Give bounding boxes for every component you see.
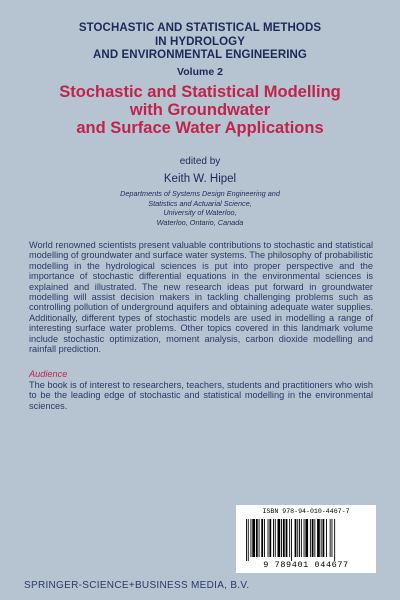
editor-affiliation (0, 189, 400, 227)
barcode-bar (256, 519, 258, 557)
barcode-bar (264, 519, 265, 557)
barcode-panel (236, 505, 376, 573)
barcode-bar (275, 519, 276, 557)
ean-number: 9 789401 044677 (263, 560, 349, 570)
affiliation-line: Waterloo, Ontario, Canada (156, 217, 244, 227)
barcode-bar (295, 519, 297, 557)
isbn-label: ISBN 978-94-010-4467-7 (262, 508, 350, 515)
affiliation-line: Statistics and Actuarial Science, (148, 198, 252, 208)
barcode-bar (289, 519, 290, 557)
barcode-bar (281, 519, 282, 557)
series-title-line: IN HYDROLOGY (154, 35, 245, 48)
editor-name: Keith W. Hipel (163, 173, 237, 185)
barcode-bar (317, 519, 320, 557)
affiliation-line: Departments of Systems Design Engineering and (120, 189, 280, 198)
barcode-bar (268, 519, 269, 557)
volume-number: Volume 2 (177, 66, 223, 78)
barcode-bar (310, 519, 311, 557)
barcode-bar (321, 519, 322, 557)
barcode-bar (261, 519, 263, 557)
barcode-bar (246, 519, 247, 561)
barcode-bar (291, 519, 292, 561)
book-title-line: with Groundwater (129, 101, 271, 119)
barcode-bar (278, 519, 281, 557)
book-title (0, 83, 400, 137)
barcode-bar (299, 519, 300, 557)
barcode-bar (269, 519, 271, 557)
book-title-line: and Surface Water Applications (76, 119, 324, 137)
barcode-bar (283, 519, 285, 557)
affiliation-line: University of Waterloo, (163, 208, 237, 217)
barcode-bar (304, 519, 305, 557)
barcode-bar (301, 519, 302, 557)
description-paragraph: World renowned scientists present valuable contributions to stochastic and statistical modelling of groundwater and surface water systems. The philosophy of probabilistic modelling in the hydrological sciences is put into proper perspective and the importance of stochastic differential equations in the environmental sciences is explained and illustrated. The new research ideas put forward in groundwater modelling will assist decision makers in tackling challenging problems such as controlling pollution of underground aquifers and obtaining adequate water supplies. Additionally, different types of stochastic models are used in modelling a range of interesting surface water problems. Other topics covered in this landmark volume include stochastic optimization, moment analysis, carbon dioxide modelling and rainfall prediction. (29, 240, 373, 355)
series-title-line: AND ENVIRONMENTAL ENGINEERING (93, 49, 307, 61)
barcode-bar (297, 519, 298, 557)
edited-by-label: edited by (179, 156, 221, 167)
barcode-bar (326, 519, 327, 557)
series-title-line: STOCHASTIC AND STATISTICAL METHODS (78, 22, 322, 34)
publisher-name: SPRINGER-SCIENCE+BUSINESS MEDIA, B.V. (24, 580, 250, 591)
barcode-bar (251, 519, 252, 557)
barcode-bar (252, 519, 255, 557)
barcode-bar (248, 519, 249, 561)
barcode-bar (312, 519, 314, 557)
barcode-bar (330, 519, 331, 557)
audience-paragraph: The book is of interest to researchers, teachers, students and practitioners who wish to be the leading edge of stochastic and statistical modelling in the environmental sciences. (29, 380, 373, 411)
barcode-bar (334, 519, 335, 561)
book-title-line: Stochastic and Statistical Modelling (59, 83, 341, 101)
audience-heading: Audience (29, 369, 68, 379)
barcode-bar (323, 519, 325, 557)
barcode-bar (259, 519, 260, 557)
barcode-bar (314, 519, 315, 557)
barcode-bar (273, 519, 274, 557)
series-title (0, 22, 400, 63)
barcode-bar (305, 519, 308, 557)
barcode-bar (332, 519, 333, 557)
barcode-bars-icon (246, 519, 366, 561)
barcode-bar (286, 519, 288, 557)
